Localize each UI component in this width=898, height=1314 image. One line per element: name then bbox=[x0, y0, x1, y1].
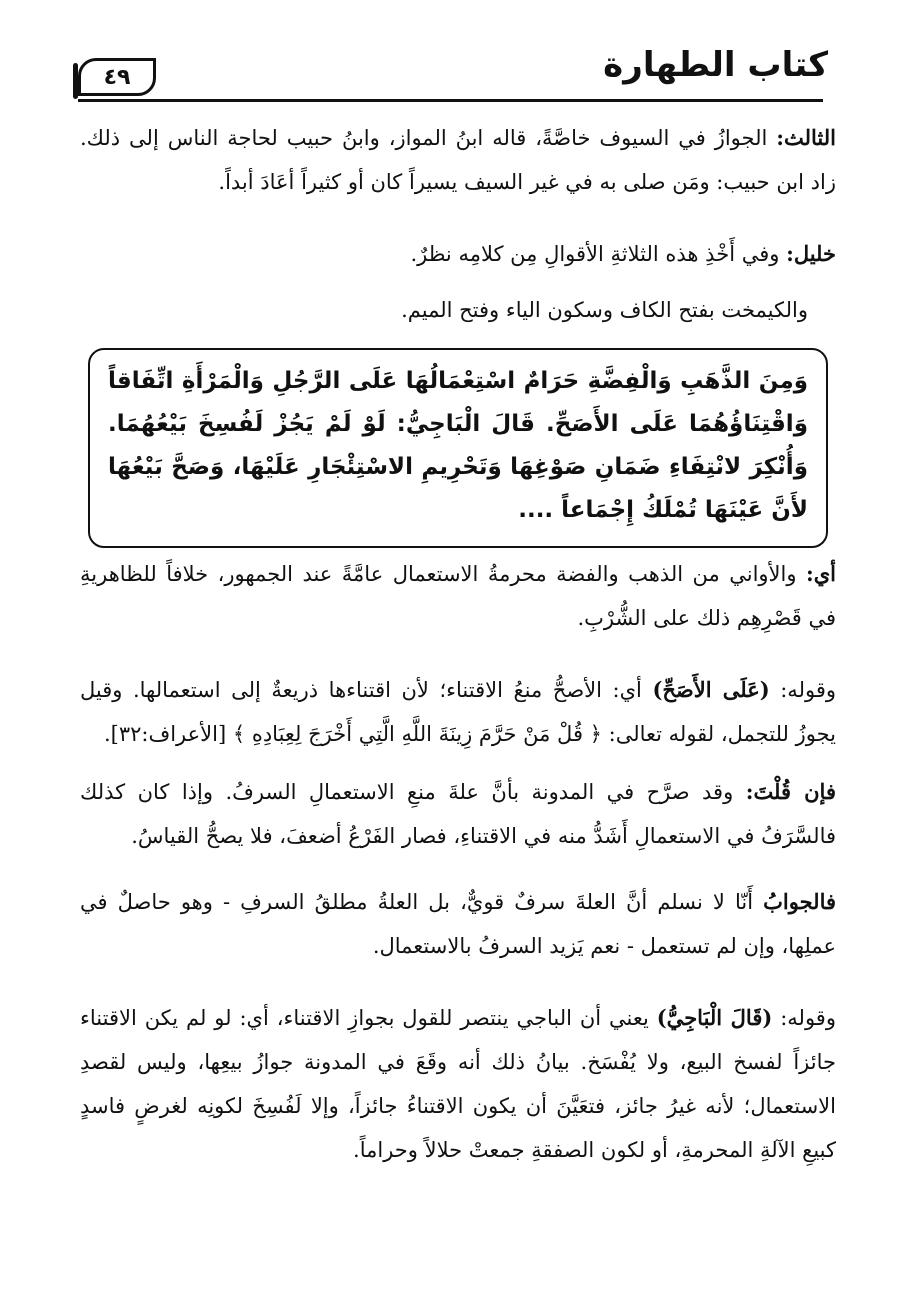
header-divider bbox=[78, 99, 823, 102]
paragraph-khalil bbox=[80, 232, 836, 276]
page-number: ٤٩ bbox=[103, 64, 131, 90]
paragraph-label: الثالث: bbox=[776, 125, 836, 150]
quoted-matn: (عَلَى الأَصَحِّ) bbox=[652, 677, 770, 702]
paragraph-kaymakht bbox=[80, 288, 808, 332]
paragraph-label: فالجوابُ bbox=[763, 889, 836, 914]
matn-text: وَمِنَ الذَّهَبِ وَالْفِضَّةِ حَرَامٌ اسْتِعْمَالُهَا عَلَى الرَّجُلِ وَالْمَرْأَةِ اتِّفَاقاً وَاقْتِنَاؤُهُمَا عَلَى الأَصَحِّ. قَالَ الْبَاجِيُّ: لَوْ لَمْ يَجُزْ لَفُسِخَ بَيْعُهُمَا. وَأُنْكِرَ لانْتِفَاءِ ضَمَانِ صَوْغِهَا وَتَحْرِيمِ الاسْتِئْجَارِ عَلَيْهَا، وَصَحَّ بَيْعُهَا لأَنَّ عَيْنَهَا تُمْلَكُ إِجْمَاعاً .... bbox=[108, 368, 808, 523]
paragraph-text: وقد صرَّح في المدونة بأنَّ علةَ منعِ الاستعمالِ السرفُ. وإذا كان كذلك فالسَّرَفُ في الاستعمالِ أَشَدُّ منه في الاقتناءِ، فصار الفَرْعُ أضعفَ، فلا يصحُّ القياسُ. bbox=[80, 780, 836, 848]
paragraph-text: وقوله: bbox=[769, 678, 836, 702]
paragraph-text: والكيمخت بفتح الكاف وسكون الياء وفتح الميم. bbox=[401, 298, 808, 322]
paragraph-text: وفي أَخْذِ هذه الثلاثةِ الأقوالِ مِن كلامِه نظرٌ. bbox=[410, 242, 787, 266]
paragraph-text: الجوازُ في السيوف خاصَّةً، قاله ابنُ المواز، وابنُ حبيب لحاجة الناس إلى ذلك. زاد ابن حبيب: ومَن صلى به في غير السيف يسيراً كان أو كثيراً أعَادَ أبداً. bbox=[80, 126, 836, 194]
paragraph-text: وقوله: bbox=[772, 1006, 836, 1030]
paragraph-label: خليل: bbox=[786, 241, 836, 266]
running-header-title: كتاب الطهارة bbox=[603, 45, 828, 85]
commentary-paragraph-baji bbox=[80, 996, 836, 1172]
paragraph-text: أي: الأصحُّ منعُ الاقتناء؛ لأن اقتناءها ذريعةٌ إلى استعمالها. وقيل يجوزُ للتجمل، لقوله تعالى: ﴿ قُلْ مَنْ حَرَّمَ زِينَةَ اللَّهِ الَّتِي أَخْرَجَ لِعِبَادِهِ ﴾ [الأعراف:٣٢]. bbox=[80, 678, 836, 746]
paragraph-text: أَنّا لا نسلم أنَّ العلةَ سرفٌ قويٌّ، بل العلةُ مطلقُ السرفِ - وهو حاصلٌ في عملِها، وإن لم تستعمل - نعم يَزيد السرفُ بالاستعمال. bbox=[80, 890, 836, 958]
page-number-box bbox=[78, 58, 156, 96]
commentary-paragraph-objection bbox=[80, 770, 836, 858]
paragraph-text: يعني أن الباجي ينتصر للقول بجوازِ الاقتناء، أي: لو لم يكن الاقتناء جائزاً لفسخ البيع، ولا يُفْسَخ. بيانُ ذلك أنه وقَعَ في المدونة جوازُ بيعِها، وليس لقصدِ الاستعمال؛ لأنه غيرُ جائز، فتعَيَّنَ أن يكون الاقتناءُ جائزاً، وإلا لَفُسِخَ لكونِه لغرضٍ فاسدٍ كبيعِ الآلةِ المحرمةِ، أو لكون الصفقةِ جمعتْ حلالاً وحراماً. bbox=[80, 1006, 836, 1162]
paragraph-label: فإن قُلْتَ: bbox=[745, 779, 836, 804]
matn-text-box bbox=[88, 348, 828, 548]
paragraph-label: أي: bbox=[805, 561, 836, 586]
paragraph-text: والأواني من الذهب والفضة محرمةُ الاستعمال عامَّةً عند الجمهور، خلافاً للظاهريةِ في قَصْرِهِم ذلك على الشُّرْبِ. bbox=[80, 562, 836, 630]
commentary-paragraph-answer bbox=[80, 880, 836, 968]
commentary-paragraph-ay bbox=[80, 552, 836, 640]
commentary-paragraph-asahh bbox=[80, 668, 836, 756]
quoted-matn: (قَالَ الْبَاجِيُّ) bbox=[656, 1005, 773, 1030]
paragraph-third-opinion bbox=[80, 116, 836, 204]
